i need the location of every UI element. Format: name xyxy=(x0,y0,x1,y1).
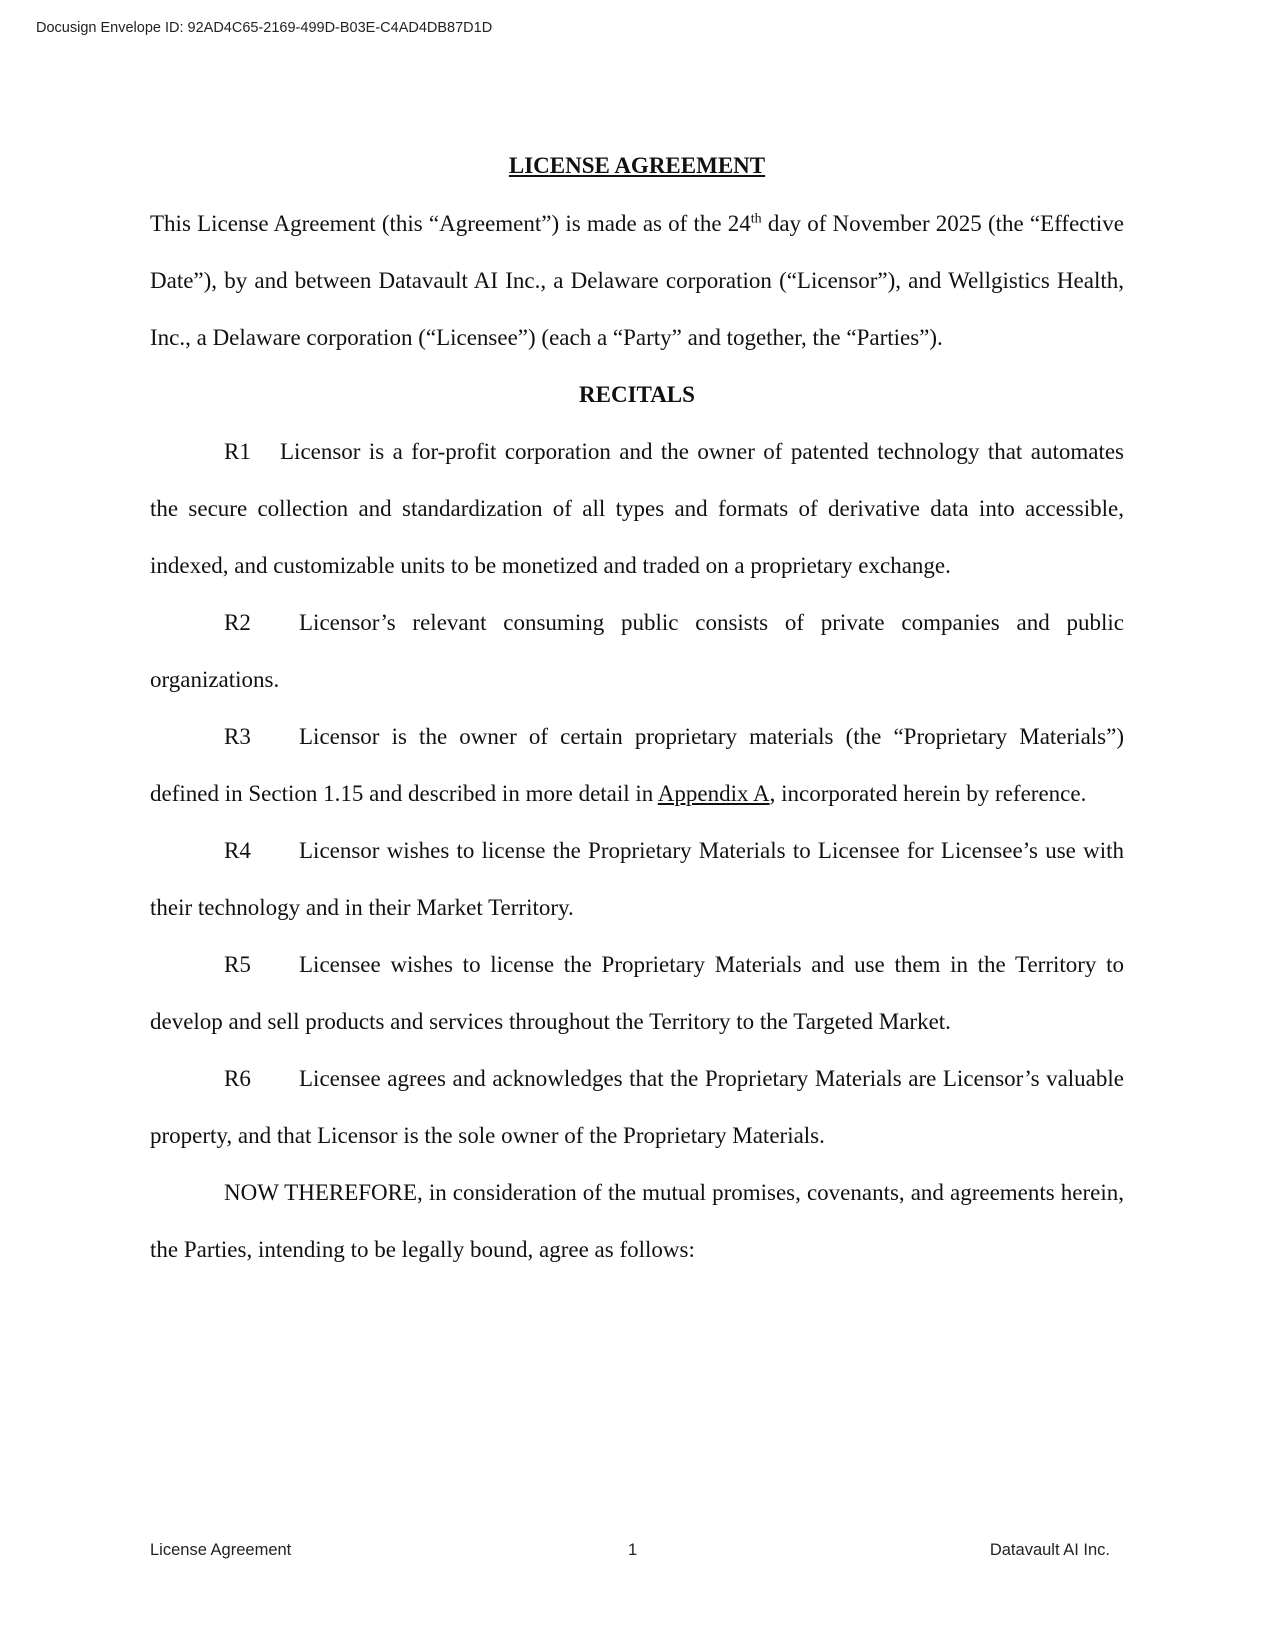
intro-superscript: th xyxy=(750,211,762,227)
recital-text: Licensee wishes to license the Proprietary Materials and use them in the Territory to develop and sell products and services throughout the Territory to the Targeted Market. xyxy=(150,952,1124,1034)
document-title: LICENSE AGREEMENT xyxy=(508,153,766,178)
recital-text: Licensor wishes to license the Proprietary Materials to Licensee for Licensee’s use with their technology and in their Market Territory. xyxy=(150,838,1124,920)
intro-paragraph xyxy=(150,195,1124,366)
recitals-heading: RECITALS xyxy=(579,382,695,407)
recital-label: R5 xyxy=(224,952,251,977)
intro-text-end: day of November 2025 (the “Effective Date”), by and between Datavault AI Inc., a Delaware corporation (“Licensor”), and Wellgistics Health, Inc., a Delaware corporation (“Licensee”) (each a “Party” and together, the “Parties”). xyxy=(150,211,1124,350)
recital-label: R6 xyxy=(224,1066,251,1091)
recital-label: R4 xyxy=(224,838,251,863)
recital-r4 xyxy=(150,822,1124,936)
recital-text: Licensee agrees and acknowledges that the Proprietary Materials are Licensor’s valuable property, and that Licensor is the sole owner of the Proprietary Materials. xyxy=(150,1066,1124,1148)
recital-text: Licensor is the owner of certain proprietary materials (the “Proprietary Materials”) defined in Section 1.15 and described in more detail in xyxy=(150,724,1124,806)
recital-r1 xyxy=(150,423,1124,594)
recital-label: R3 xyxy=(224,724,251,749)
recital-r5 xyxy=(150,936,1124,1050)
document-body xyxy=(150,146,1124,1278)
footer-document-name: License Agreement xyxy=(150,1541,292,1559)
recital-r2 xyxy=(150,594,1124,708)
recital-text: Licensor’s relevant consuming public consists of private companies and public organizations. xyxy=(150,610,1124,692)
now-therefore-paragraph: NOW THEREFORE, in consideration of the mutual promises, covenants, and agreements herein, the Parties, intending to be legally bound, agree as follows: xyxy=(150,1180,1124,1262)
recital-r3 xyxy=(150,708,1124,822)
envelope-id: Docusign Envelope ID: 92AD4C65-2169-499D-B03E-C4AD4DB87D1D xyxy=(36,20,493,36)
intro-text-start: This License Agreement (this “Agreement”) is made as of the 24 xyxy=(150,211,751,236)
recital-label: R1 xyxy=(224,439,251,464)
footer-page-number: 1 xyxy=(628,1541,638,1559)
recital-label: R2 xyxy=(224,610,251,635)
recital-text: Licensor is a for-profit corporation and the owner of patented technology that automates the secure collection and standardization of all types and formats of derivative data into accessible, indexed, and customizable units to be monetized and traded on a proprietary exchange. xyxy=(150,439,1124,578)
footer-company-name: Datavault AI Inc. xyxy=(989,1541,1110,1559)
recital-r6 xyxy=(150,1050,1124,1164)
recital-text-end: , incorporated herein by reference. xyxy=(769,781,1087,806)
appendix-a-link[interactable]: Appendix A xyxy=(657,781,770,806)
